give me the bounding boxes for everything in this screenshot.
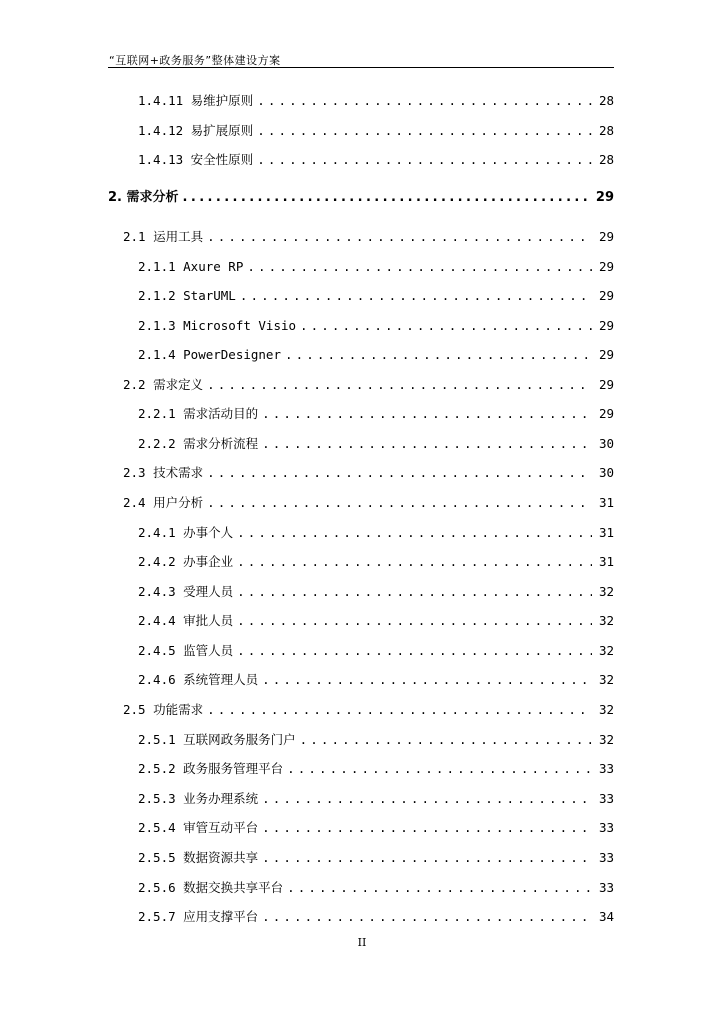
dot-leader [300,318,592,334]
dot-leader [262,672,592,688]
toc-entry[interactable] [138,406,614,422]
dot-leader [262,909,592,925]
dot-leader [257,123,592,139]
toc-entry-page: 28 [598,93,614,108]
toc-entry-page: 30 [598,465,614,480]
toc-entry[interactable] [108,190,614,206]
toc-entry-title: 2.4.6 系统管理人员 [138,672,259,687]
running-header: “互联网+政务服务”整体建设方案 [109,54,281,67]
toc-entry[interactable] [138,732,614,748]
toc-entry-title: 2.1.2 StarUML [138,288,236,303]
toc-entry-page: 31 [598,495,614,510]
toc-entry-page: 33 [598,791,614,806]
dot-leader [262,791,592,807]
toc-entry-page: 31 [598,525,614,540]
dot-leader [183,190,590,206]
toc-entry[interactable] [138,525,614,541]
dot-leader [237,643,592,659]
toc-entry[interactable] [138,880,614,896]
toc-entry-page: 28 [598,123,614,138]
toc-entry-title: 2.5.4 审管互动平台 [138,820,259,835]
dot-leader [287,761,592,777]
dot-leader [207,495,592,511]
toc-entry-page: 29 [598,288,614,303]
toc-entry-title: 2.4.5 监管人员 [138,643,234,658]
toc-entry[interactable] [123,229,614,245]
toc-entry-page: 29 [598,229,614,244]
toc-entry-title: 2.4.3 受理人员 [138,584,234,599]
dot-leader [237,554,592,570]
toc-entry-title: 2.5.6 数据交换共享平台 [138,880,284,895]
toc-entry-title: 1.4.11 易维护原则 [138,93,254,108]
toc-entry-title: 2.5.5 数据资源共享 [138,850,259,865]
toc-entry[interactable] [138,791,614,807]
toc-entry[interactable] [138,820,614,836]
toc-entry[interactable] [138,288,614,304]
toc-entry-title: 2. 需求分析 [108,190,179,205]
toc-entry-page: 33 [598,850,614,865]
toc-entry[interactable] [138,318,614,334]
toc-entry-title: 2.1.4 PowerDesigner [138,347,281,362]
toc-entry[interactable] [138,850,614,866]
toc-entry-page: 33 [598,880,614,895]
toc-entry-title: 2.5 功能需求 [123,702,204,717]
toc-entry[interactable] [138,436,614,452]
toc-entry-title: 2.2.1 需求活动目的 [138,406,259,421]
toc-entry-page: 29 [598,347,614,362]
toc-entry-title: 2.4.2 办事企业 [138,554,234,569]
toc-entry[interactable] [138,672,614,688]
toc-entry[interactable] [138,584,614,600]
toc-entry-title: 2.4 用户分析 [123,495,204,510]
dot-leader [262,850,592,866]
toc-entry[interactable] [138,123,614,139]
page-number: II [357,936,367,949]
toc-entry-title: 1.4.12 易扩展原则 [138,123,254,138]
toc-entry[interactable] [138,152,614,168]
dot-leader [207,702,592,718]
toc-entry[interactable] [138,909,614,925]
toc-entry-page: 28 [598,152,614,167]
toc-entry[interactable] [138,259,614,275]
toc-entry[interactable] [138,643,614,659]
toc-entry-page: 32 [598,702,614,717]
dot-leader [207,229,592,245]
dot-leader [237,613,592,629]
toc-entry-page: 29 [598,406,614,421]
toc-entry-page: 32 [598,732,614,747]
toc-entry-page: 29 [598,259,614,274]
toc-entry-title: 2.1 运用工具 [123,229,204,244]
dot-leader [207,465,592,481]
toc-entry-page: 32 [598,643,614,658]
toc-entry[interactable] [138,93,614,109]
toc-entry-page: 33 [598,820,614,835]
dot-leader [240,288,592,304]
toc-entry-title: 2.5.3 业务办理系统 [138,791,259,806]
toc-entry[interactable] [123,465,614,481]
toc-entry-title: 2.4.1 办事个人 [138,525,234,540]
toc-entry[interactable] [123,702,614,718]
dot-leader [287,880,592,896]
toc-entry[interactable] [138,554,614,570]
toc-entry[interactable] [138,613,614,629]
dot-leader [285,347,592,363]
toc-entry[interactable] [123,495,614,511]
dot-leader [262,436,592,452]
dot-leader [257,152,592,168]
toc-entry-title: 2.5.7 应用支撑平台 [138,909,259,924]
toc-entry-page: 29 [595,190,614,205]
toc-entry[interactable] [138,761,614,777]
dot-leader [207,377,592,393]
dot-leader [237,525,592,541]
dot-leader [262,820,592,836]
toc-entry-title: 2.2.2 需求分析流程 [138,436,259,451]
dot-leader [237,584,592,600]
toc-entry-title: 2.5.2 政务服务管理平台 [138,761,284,776]
toc-entry-page: 32 [598,584,614,599]
toc-entry-title: 2.1.1 Axure RP [138,259,244,274]
toc-entry-title: 1.4.13 安全性原则 [138,152,254,167]
toc-entry-page: 33 [598,761,614,776]
dot-leader [257,93,592,109]
toc-entry[interactable] [138,347,614,363]
dot-leader [300,732,592,748]
toc-entry[interactable] [123,377,614,393]
toc-entry-title: 2.5.1 互联网政务服务门户 [138,732,296,747]
toc-entry-page: 30 [598,436,614,451]
toc-entry-page: 34 [598,909,614,924]
toc-entry-page: 29 [598,377,614,392]
toc-entry-title: 2.4.4 审批人员 [138,613,234,628]
toc-entry-page: 31 [598,554,614,569]
toc-entry-page: 32 [598,672,614,687]
toc-entry-title: 2.2 需求定义 [123,377,204,392]
dot-leader [262,406,592,422]
toc-entry-page: 32 [598,613,614,628]
toc-entry-title: 2.1.3 Microsoft Visio [138,318,297,333]
toc-entry-title: 2.3 技术需求 [123,465,204,480]
toc-entry-page: 29 [598,318,614,333]
dot-leader [247,259,592,275]
